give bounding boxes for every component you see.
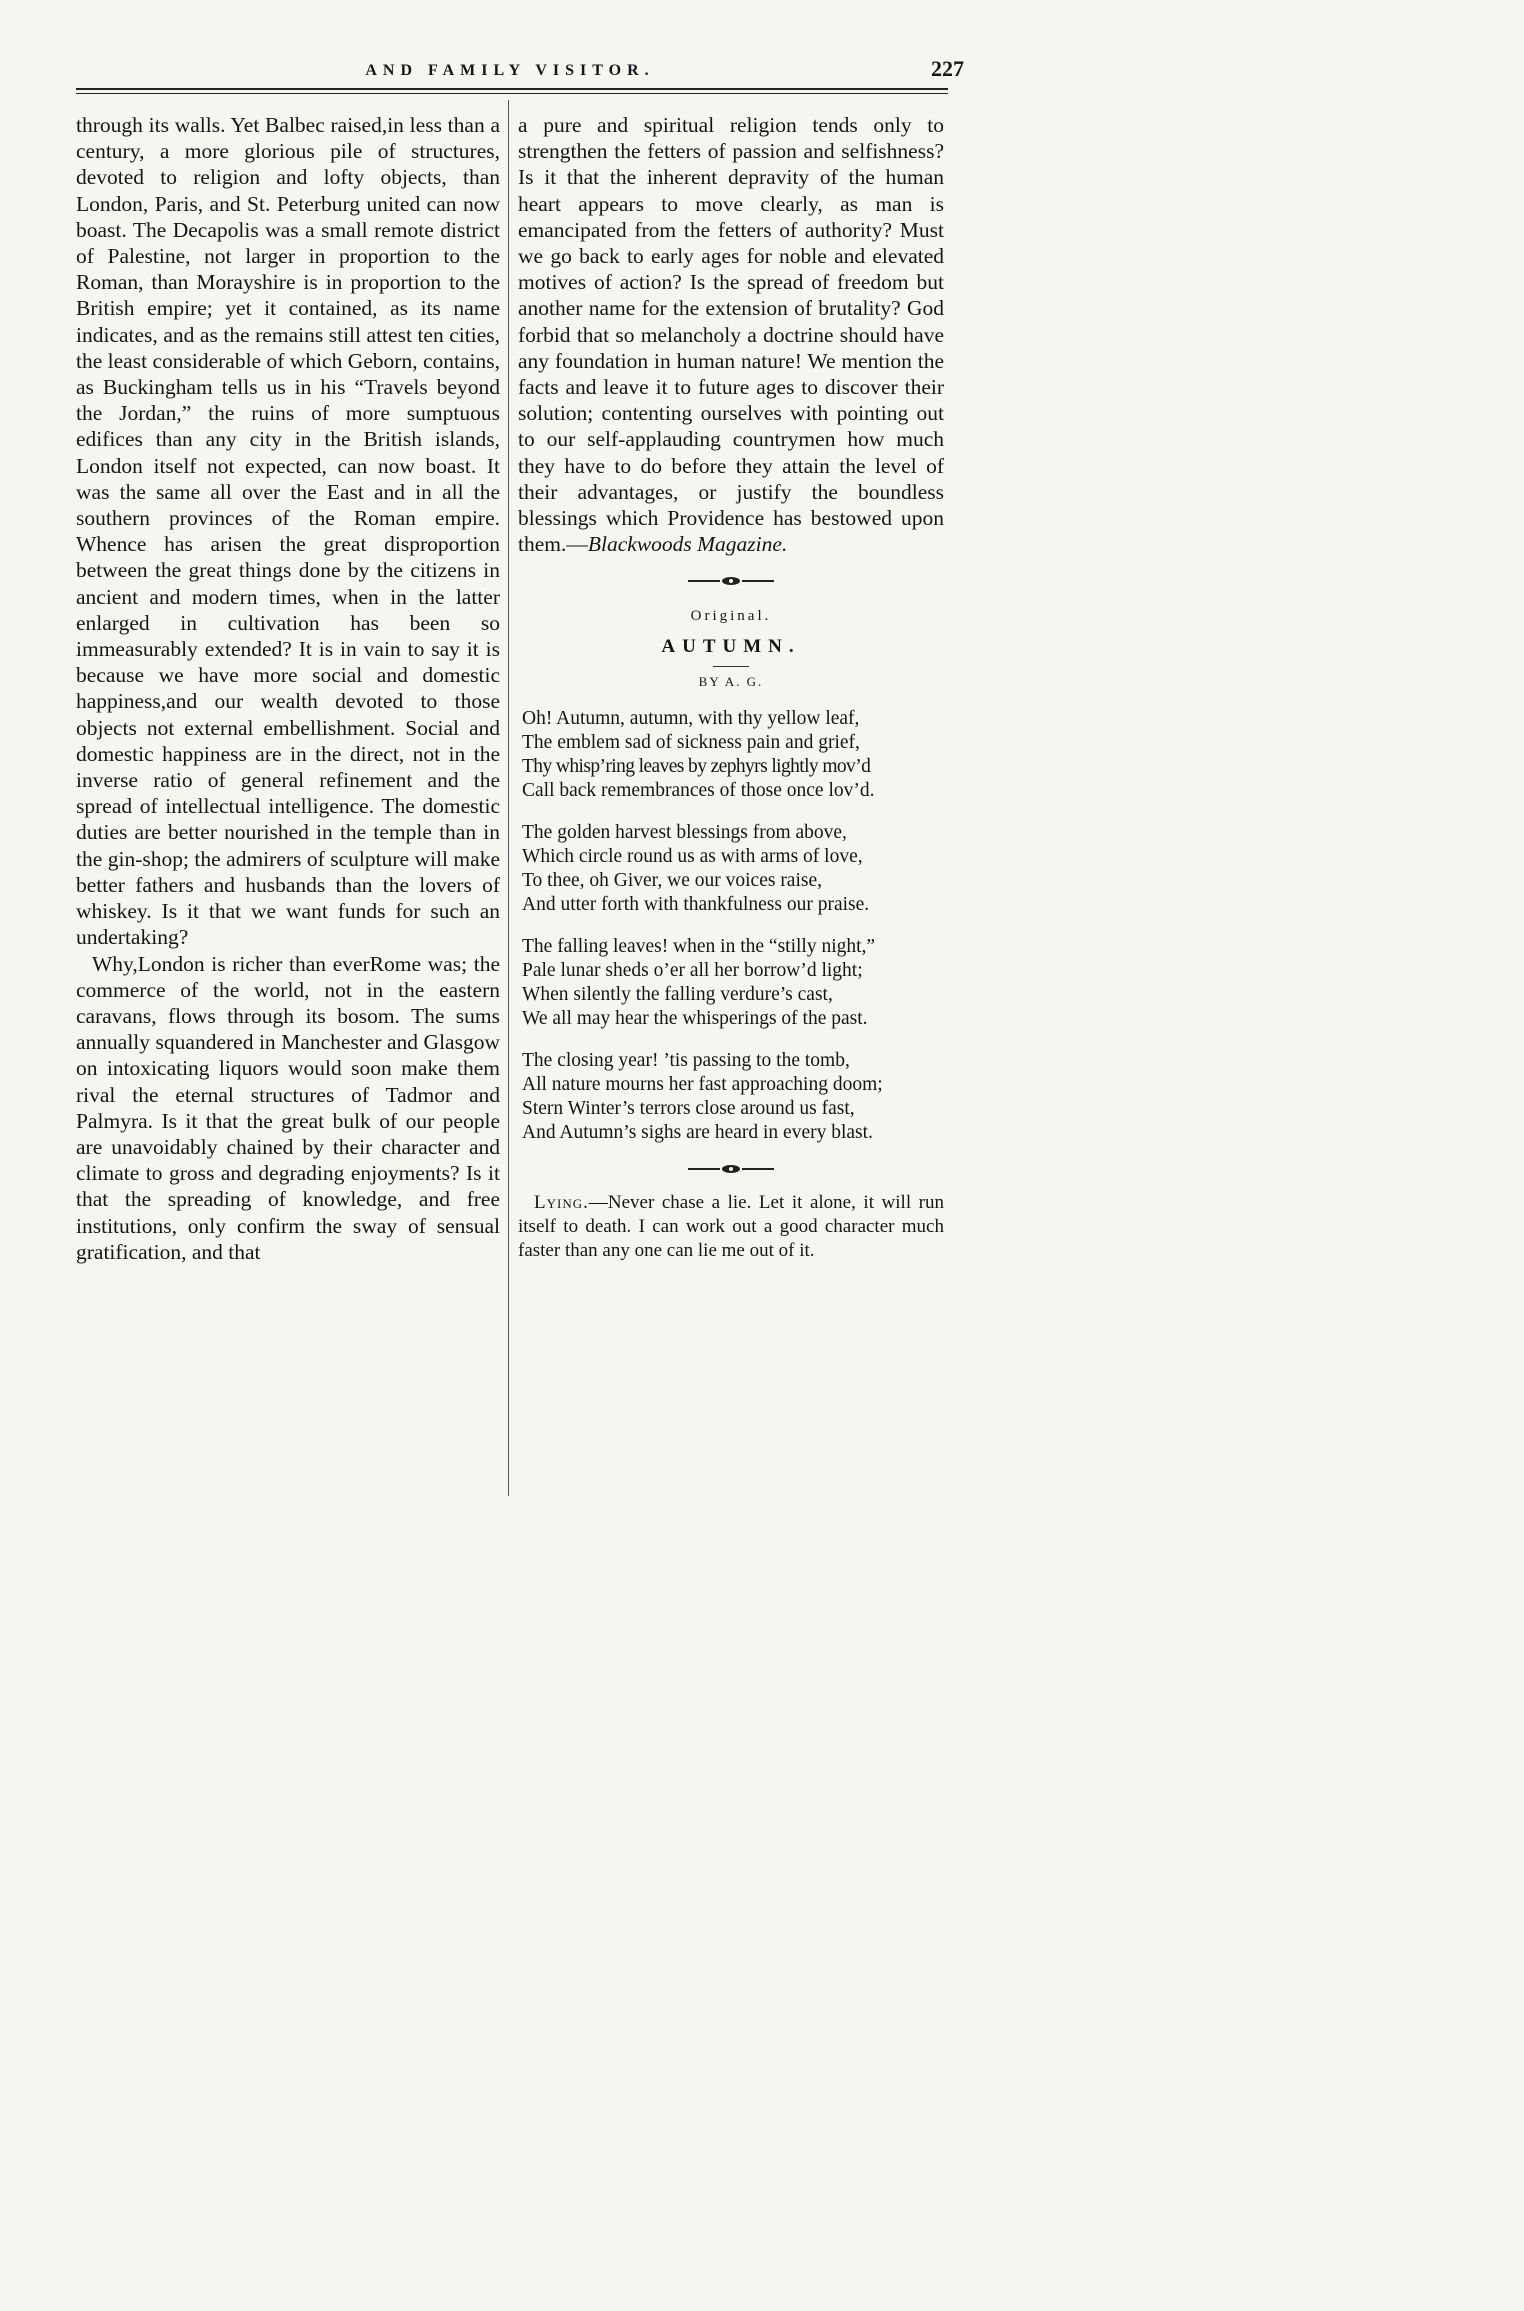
newspaper-page xyxy=(0,0,1024,1552)
paragraph: through its walls. Yet Balbec raised,in less than a century, a more glorious pile of structures, devoted to religion and lofty objects, than London, Paris, and St. Peterburg united can now boast. The Decapolis was a small remote district of Palestine, not larger in proportion to the Roman, than Morayshire is in proportion to the British empire; yet it contained, as its name indicates, and as the remains still attest ten cities, the least considerable of which Geborn, contains, as Buckingham tells us in his “Travels beyond the Jordan,” the ruins of more sumptuous edifices than any city in the British islands, London itself not expected, can now boast. It was the same all over the East and in all the southern provinces of the Roman empire. Whence has arisen the great disproportion between the great things done by the citizens in ancient and modern times, when in the latter enlarged in cultivation has been so immeasurably extended? It is in vain to say it is because we have more social and domestic happiness,and our wealth devoted to those objects not external embellishment. Social and domestic happiness are in the direct, not in the inverse ratio of general refinement and the spread of intellectual intelligence. The domestic duties are better nourished in the temple than in the gin-shop; the admirers of sculpture will make better fathers and husbands than the lovers of whiskey. Is it that we want funds for such an undertaking? xyxy=(76,113,500,950)
poem-line: Oh! Autumn, autumn, with thy yellow leaf, xyxy=(522,708,860,730)
running-head xyxy=(0,56,1024,86)
poem-line: And utter forth with thankfulness our praise. xyxy=(522,894,870,916)
paragraph-continuation xyxy=(518,112,944,557)
poem-line: We all may hear the whisperings of the past. xyxy=(522,1008,868,1030)
lying-heading: Lying. xyxy=(534,1192,589,1214)
poem-line: To thee, oh Giver, we our voices raise, xyxy=(522,870,823,892)
header-rule-thin xyxy=(76,93,948,94)
left-column xyxy=(76,112,500,1265)
poem-stanza xyxy=(522,935,944,1031)
ornament-divider xyxy=(518,1163,944,1177)
original-label: Original. xyxy=(690,608,772,625)
poem-line: The closing year! ’tis passing to the tomb, xyxy=(522,1050,850,1072)
title-rule xyxy=(713,666,749,667)
poem-line: The falling leaves! when in the “stilly night,” xyxy=(522,936,876,958)
paragraph: Why,London is richer than everRome was; the commerce of the world, not in the eastern caravans, flows through its bosom. The sums annually squandered in Manchester and Glasgow on intoxicating liquors would soon make them rival the eternal structures of Tadmor and Palmyra. Is it that the great bulk of our people are unavoidably chained by their character and climate to gross and degrading enjoyments? Is it that the spreading of knowledge, and free institutions, only confirm the sway of sensual gratification, and that xyxy=(76,951,500,1264)
poem-line: Call back remembrances of those once lov’d. xyxy=(522,780,875,802)
continuation-text: a pure and spiritual religion tends only to strengthen the fetters of passion and selfishness? Is it that the inherent depravity of the human heart appears to move clearly, as man is emancipated from the fetters of authority? Must we go back to early ages for noble and elevated motives of action? Is the spread of freedom but another name for the extension of brutality? God forbid that so melancholy a doctrine should have any foundation in human nature! We mention the facts and leave it to future ages to discover their solution; contenting ourselves with pointing out to our self-applauding countrymen how much they have to do before they attain the level of their advantages, or justify the boundless blessings which Providence has bestowed upon them.— xyxy=(518,113,944,557)
poem-line: Pale lunar sheds o’er all her borrow’d light; xyxy=(522,960,863,982)
poem-byline: BY A. G. xyxy=(698,673,764,689)
page-number: 227 xyxy=(931,56,964,81)
column-divider xyxy=(508,100,509,1496)
poem-line: The emblem sad of sickness pain and grief, xyxy=(522,732,860,754)
poem-line: The golden harvest blessings from above, xyxy=(522,822,847,844)
ornament-icon xyxy=(686,1163,776,1175)
source-credit: Blackwoods Magazine. xyxy=(587,532,788,557)
lying-paragraph xyxy=(518,1191,944,1263)
ornament-icon xyxy=(686,575,776,587)
poem-stanza xyxy=(522,821,944,917)
header-rule xyxy=(76,88,948,90)
right-column xyxy=(518,112,944,1263)
poem-line: Thy whisp’ring leaves by zephyrs lightly mov’d xyxy=(522,756,871,778)
poem-stanza xyxy=(522,707,944,803)
lying-text: —Never chase a lie. Let it alone, it will run itself to death. I can work out a good character much faster than any one can lie me out of it. xyxy=(518,1192,944,1262)
poem-line: And Autumn’s sighs are heard in every blast. xyxy=(522,1122,873,1144)
poem-title: AUTUMN. xyxy=(661,635,801,657)
poem-stanza xyxy=(522,1049,944,1145)
poem-line: Stern Winter’s terrors close around us fast, xyxy=(522,1098,855,1120)
poem-line: Which circle round us as with arms of love, xyxy=(522,846,863,868)
poem-line: All nature mourns her fast approaching doom; xyxy=(522,1074,883,1096)
poem-line: When silently the falling verdure’s cast, xyxy=(522,984,833,1006)
running-title: AND FAMILY VISITOR. xyxy=(365,62,655,79)
ornament-divider xyxy=(518,575,944,589)
